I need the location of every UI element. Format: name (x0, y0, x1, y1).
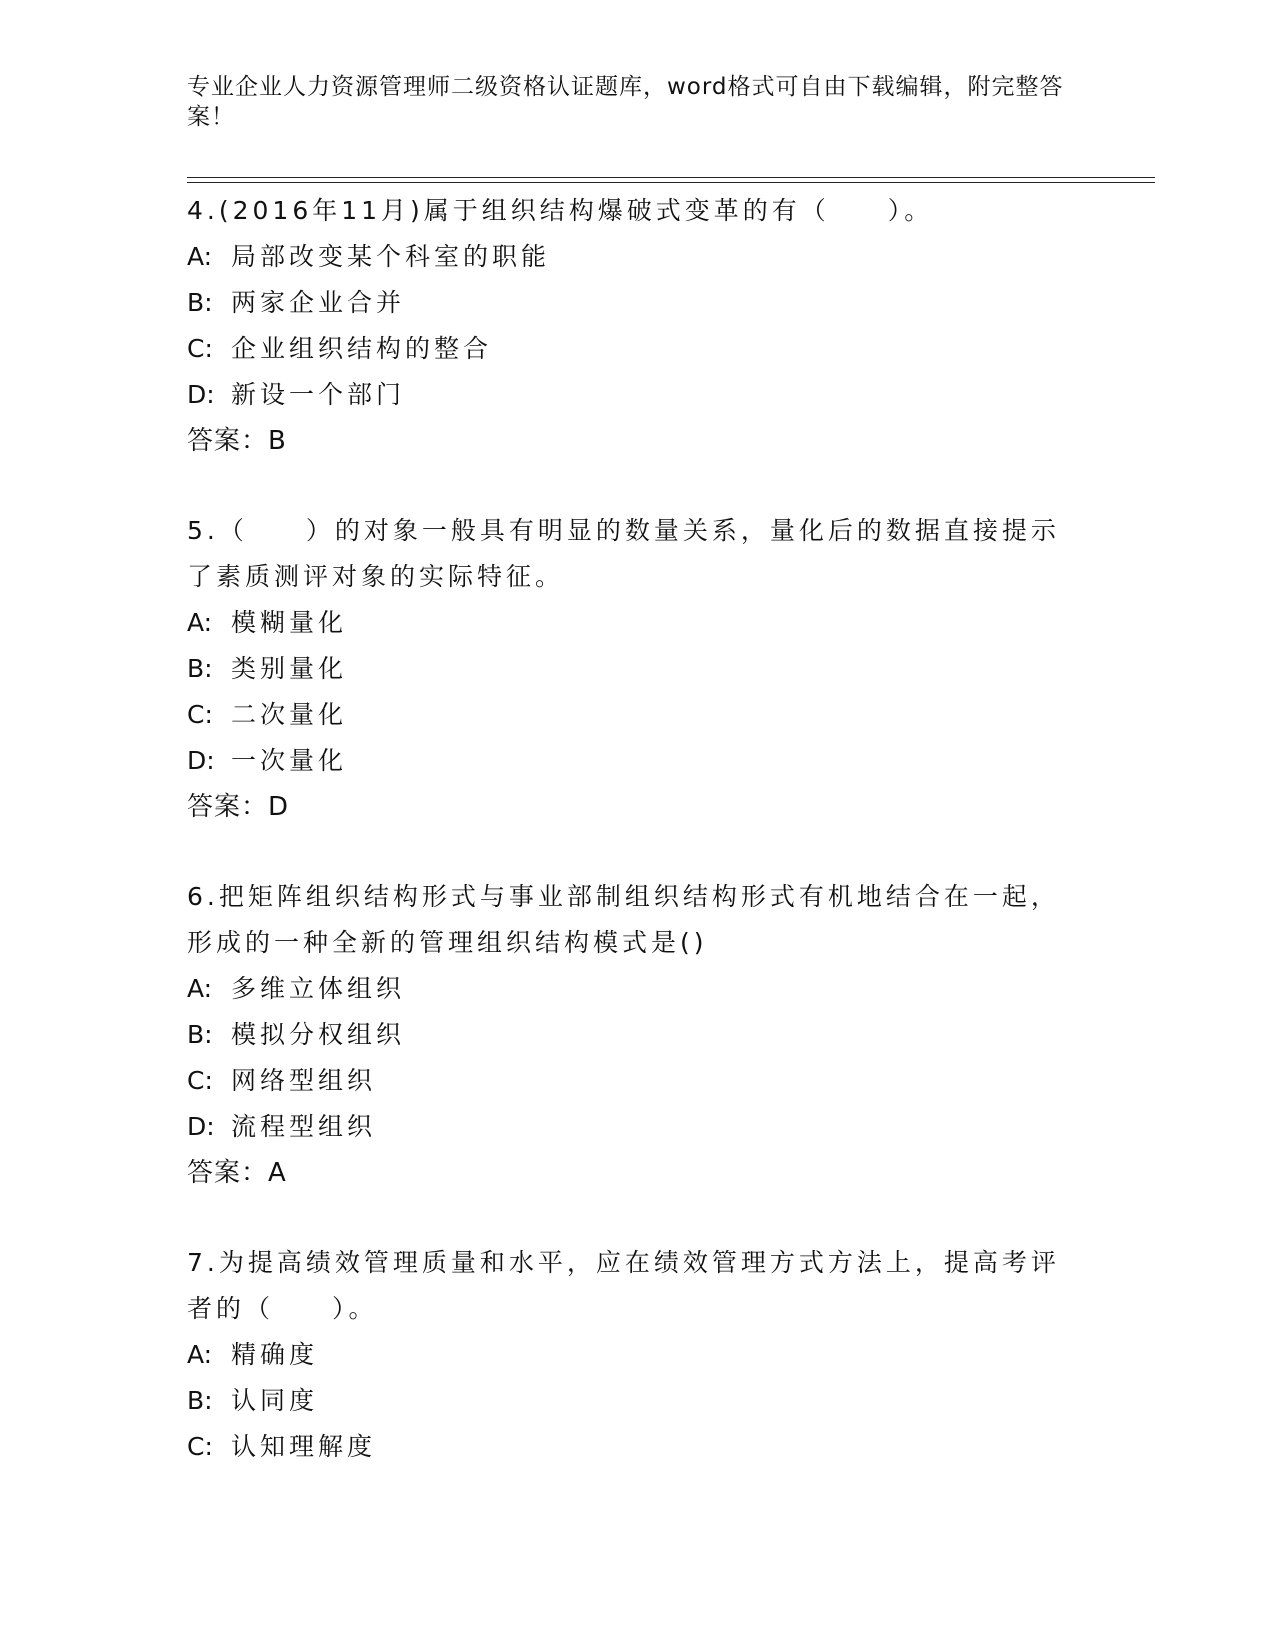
option-text: 二次量化 (231, 700, 348, 729)
option-d (187, 738, 1087, 784)
option-a (187, 1332, 1087, 1378)
option-key: A: (187, 974, 213, 1003)
answer-line: 答案：A (187, 1158, 287, 1188)
option-b (187, 1378, 1087, 1424)
option-c (187, 692, 1087, 738)
option-key: C: (187, 1432, 213, 1461)
question-stem: 4.(2016年11月)属于组织结构爆破式变革的有（ ）。 (187, 196, 934, 225)
option-b (187, 646, 1087, 692)
option-key: D: (187, 1112, 215, 1141)
option-key: B: (187, 1386, 213, 1415)
question-6 (187, 874, 1087, 1196)
option-text: 精确度 (231, 1340, 319, 1369)
option-key: D: (187, 746, 215, 775)
option-key: A: (187, 608, 213, 637)
option-text: 认同度 (231, 1386, 319, 1415)
option-d (187, 1104, 1087, 1150)
option-c (187, 326, 1087, 372)
question-4 (187, 188, 1087, 464)
option-text: 新设一个部门 (231, 380, 406, 409)
option-key: A: (187, 1340, 213, 1369)
option-key: D: (187, 380, 215, 409)
option-text: 流程型组织 (231, 1112, 377, 1141)
option-text: 类别量化 (231, 654, 348, 683)
header-divider-bottom (187, 182, 1155, 183)
option-key: A: (187, 242, 213, 271)
option-key: C: (187, 334, 213, 363)
option-text: 两家企业合并 (231, 288, 406, 317)
option-text: 多维立体组织 (231, 974, 406, 1003)
option-d (187, 372, 1087, 418)
option-text: 企业组织结构的整合 (231, 334, 493, 363)
option-text: 认知理解度 (231, 1432, 377, 1461)
option-a (187, 966, 1087, 1012)
question-7 (187, 1240, 1087, 1470)
option-text: 网络型组织 (231, 1066, 377, 1095)
header-divider-top (187, 177, 1155, 178)
question-stem: 7.为提高绩效管理质量和水平，应在绩效管理方式方法上，提高考评者的（ ）。 (187, 1248, 1060, 1323)
option-b (187, 280, 1087, 326)
option-key: B: (187, 288, 213, 317)
option-key: B: (187, 654, 213, 683)
option-key: C: (187, 1066, 213, 1095)
question-stem: 5.（ ）的对象一般具有明显的数量关系，量化后的数据直接提示了素质测评对象的实际特征。 (187, 516, 1060, 591)
option-key: B: (187, 1020, 213, 1049)
option-text: 一次量化 (231, 746, 348, 775)
option-text: 模糊量化 (231, 608, 348, 637)
question-list (187, 188, 1087, 1514)
option-c (187, 1424, 1087, 1470)
option-c (187, 1058, 1087, 1104)
answer-line: 答案：D (187, 792, 290, 822)
question-stem: 6.把矩阵组织结构形式与事业部制组织结构形式有机地结合在一起，形成的一种全新的管理组织结构模式是() (187, 882, 1060, 957)
option-text: 模拟分权组织 (231, 1020, 406, 1049)
question-5 (187, 508, 1087, 830)
option-b (187, 1012, 1087, 1058)
option-a (187, 600, 1087, 646)
answer-line: 答案：B (187, 426, 287, 456)
option-text: 局部改变某个科室的职能 (231, 242, 551, 271)
option-key: C: (187, 700, 213, 729)
document-header: 专业企业人力资源管理师二级资格认证题库，word格式可自由下载编辑，附完整答案！ (187, 74, 1064, 130)
option-a (187, 234, 1087, 280)
